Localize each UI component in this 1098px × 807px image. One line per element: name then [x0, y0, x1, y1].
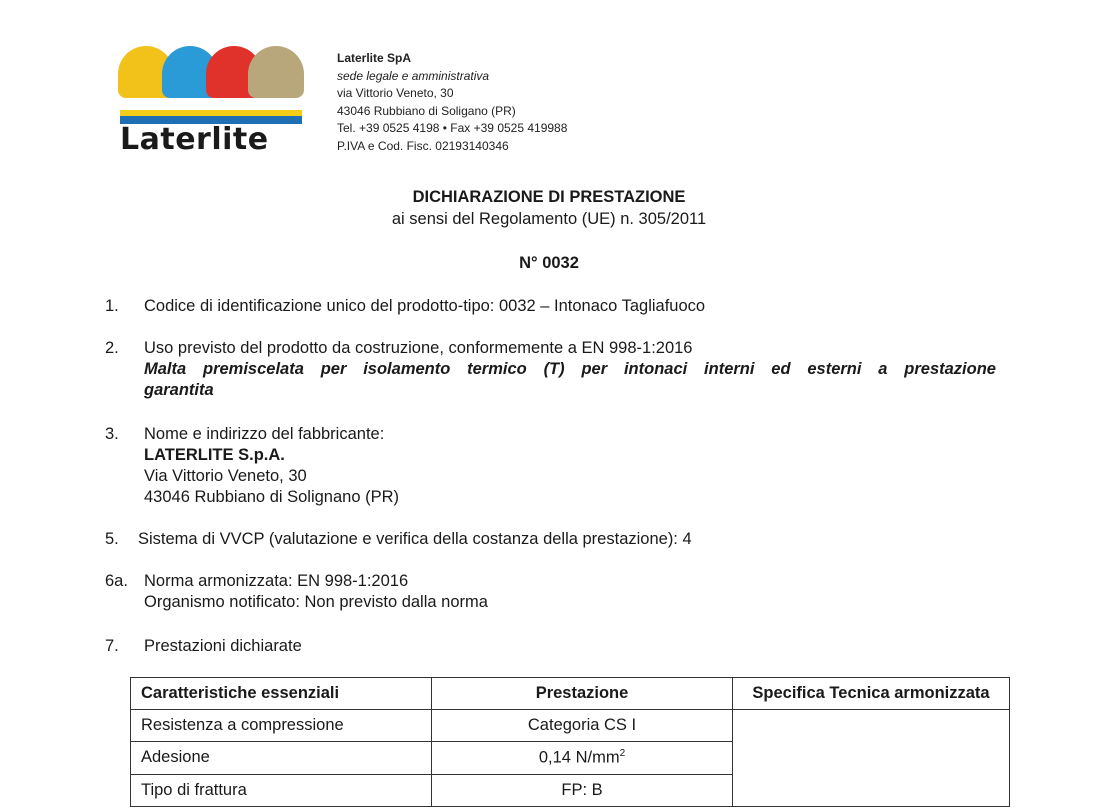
tan-hat-icon — [248, 46, 304, 98]
characteristic-cell: Resistenza a compressione — [131, 710, 432, 742]
table-row — [131, 710, 1010, 742]
item-number: 6a. — [105, 572, 128, 590]
company-vat: P.IVA e Cod. Fisc. 02193140346 — [337, 138, 509, 153]
performance-cell: Categoria CS I — [432, 710, 733, 742]
characteristic-cell: Tipo di frattura — [131, 774, 432, 806]
item-text: Prestazioni dichiarate — [144, 637, 302, 655]
manufacturer-address-1: Via Vittorio Veneto, 30 — [144, 467, 307, 485]
document-subtitle: ai sensi del Regolamento (UE) n. 305/2011 — [391, 210, 707, 228]
item-number: 7. — [105, 637, 119, 655]
intended-use-line2: garantita — [144, 381, 214, 399]
item-number: 5. — [105, 530, 119, 548]
item-text: Norma armonizzata: EN 998-1:2016 — [144, 572, 409, 590]
item-text: Sistema di VVCP (valutazione e verifica della costanza della prestazione): 4 — [138, 530, 692, 548]
manufacturer-name: LATERLITE S.p.A. — [144, 446, 285, 464]
item-number: 3. — [105, 425, 119, 443]
performance-cell: FP: B — [432, 774, 733, 806]
item-number: 2. — [105, 339, 119, 357]
characteristic-cell: Adesione — [131, 742, 432, 775]
document-number: N° 0032 — [519, 254, 579, 272]
manufacturer-address-2: 43046 Rubbiano di Solignano (PR) — [144, 488, 400, 506]
logo-wordmark: Laterlite — [120, 122, 269, 157]
laterlite-logo — [118, 44, 304, 156]
hard-hats-graphic — [118, 44, 304, 98]
item-text: Codice di identificazione unico del prodotto-tipo: 0032 – Intonaco Tagliafuoco — [144, 297, 706, 315]
company-phone: Tel. +39 0525 4198 • Fax +39 0525 419988 — [337, 121, 568, 135]
company-address-2: 43046 Rubbiano di Soligano (PR) — [337, 103, 516, 118]
company-name: Laterlite SpA — [337, 51, 412, 65]
table-header-row — [131, 678, 1010, 710]
performance-table — [130, 677, 1010, 807]
item-text: Uso previsto del prodotto da costruzione, conformemente a EN 998-1:2016 — [144, 339, 693, 357]
company-address-1: via Vittorio Veneto, 30 — [337, 86, 454, 100]
column-header: Specifica Tecnica armonizzata — [733, 678, 1010, 710]
column-header: Caratteristiche essenziali — [131, 678, 432, 710]
column-header: Prestazione — [432, 678, 733, 710]
company-subtitle: sede legale e amministrativa — [337, 68, 490, 83]
document-title: DICHIARAZIONE DI PRESTAZIONE — [412, 188, 686, 206]
item-number: 1. — [105, 297, 119, 315]
notified-body: Organismo notificato: Non previsto dalla norma — [144, 593, 488, 611]
performance-cell: 0,14 $N/mm^2$ — [432, 742, 733, 775]
intended-use-line1: Malta premiscelata per isolamento termico (T) per intonaci interni ed esterni a prestazione — [144, 360, 996, 378]
item-text: Nome e indirizzo del fabbricante: — [144, 425, 385, 443]
company-info — [337, 50, 567, 155]
spec-cell — [733, 710, 1010, 807]
